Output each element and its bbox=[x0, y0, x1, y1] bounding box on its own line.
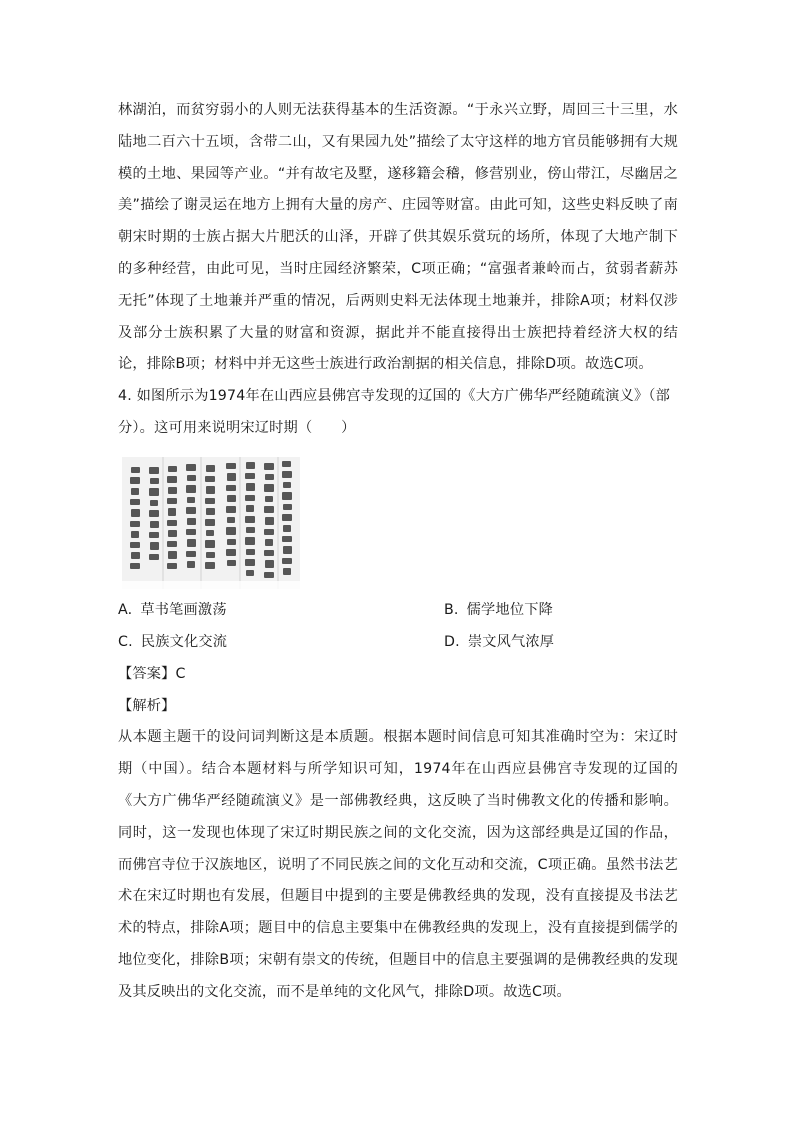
option-b-letter: B. bbox=[444, 601, 459, 618]
scripture-manuscript-image bbox=[122, 457, 300, 589]
option-b bbox=[444, 595, 553, 627]
answer-label: 【答案】C bbox=[118, 665, 186, 682]
option-a-text: 草书笔画激荡 bbox=[140, 601, 227, 618]
passage-paragraph: 林湖泊，而贫穷弱小的人则无法获得基本的生活资源。“于永兴立野，周回三十三里，水陆地二百六十五顷，含带二山，又有果园九处”描绘了太守这样的地方官员能够拥有大规模的土地、果园等产业。“并有故宅及墅，遂移籍会稽，修营别业，傍山带江，尽幽居之美”描绘了谢灵运在地方上拥有大量的房产、庄园等财富。由此可知，这些史料反映了南朝宋时期的士族占据大片肥沃的山泽，开辟了供其娱乐赏玩的场所，体现了大地产制下的多种经营，由此可见，当时庄园经济繁荣，C项正确；“富强者兼岭而占，贫弱者薪苏无托”体现了土地兼并严重的情况，后两则史料无法体现土地兼并，排除A项；材料仅涉及部分士族积累了大量的财富和资源，据此并不能直接得出士族把持着经济大权的结论，排除B项；材料中并无这些士族进行政治割据的相关信息，排除D项。故选C项。 bbox=[118, 102, 678, 373]
option-c-letter: C. bbox=[118, 633, 133, 650]
option-a-letter: A. bbox=[118, 601, 133, 618]
question-stem-line-1: 4. 如图所示为1974年在山西应县佛宫寺发现的辽国的《大方广佛华严经随疏演义》（部 bbox=[118, 388, 671, 405]
option-c bbox=[118, 627, 227, 659]
document-content bbox=[118, 95, 678, 1009]
option-d-letter: D. bbox=[444, 633, 460, 650]
analysis-paragraph: 从本题主题干的设问词判断这是本质题。根据本题时间信息可知其准确时空为：宋辽时期（中国）。结合本题材料与所学知识可知，1974年在山西应县佛宫寺发现的辽国的《大方广佛华严经随疏演义》是一部佛教经典，这反映了当时佛教文化的传播和影响。同时，这一发现也体现了宋辽时期民族之间的文化交流，因为这部经典是辽国的作品，而佛宫寺位于汉族地区，说明了不同民族之间的文化互动和交流，C项正确。虽然书法艺术在宋辽时期也有发展，但题目中提到的主要是佛教经典的发现，没有直接提及书法艺术的特点，排除A项；题目中的信息主要集中在佛教经典的发现上，没有直接提到儒学的地位变化，排除B项；宋朝有崇文的传统，但题目中的信息主要强调的是佛教经典的发现及其反映出的文化交流，而不是单纯的文化风气，排除D项。故选C项。 bbox=[118, 729, 678, 1000]
manuscript-drawing bbox=[122, 457, 300, 589]
analysis-label: 【解析】 bbox=[118, 697, 176, 714]
option-b-text: 儒学地位下降 bbox=[466, 601, 553, 618]
option-d bbox=[444, 627, 554, 659]
answer-options bbox=[118, 595, 678, 659]
option-c-text: 民族文化交流 bbox=[140, 633, 228, 650]
question-stem-line-2: 分）。这可用来说明宋辽时期（ ） bbox=[118, 419, 356, 436]
option-d-text: 崇文风气浓厚 bbox=[467, 633, 555, 650]
option-a bbox=[118, 595, 227, 627]
